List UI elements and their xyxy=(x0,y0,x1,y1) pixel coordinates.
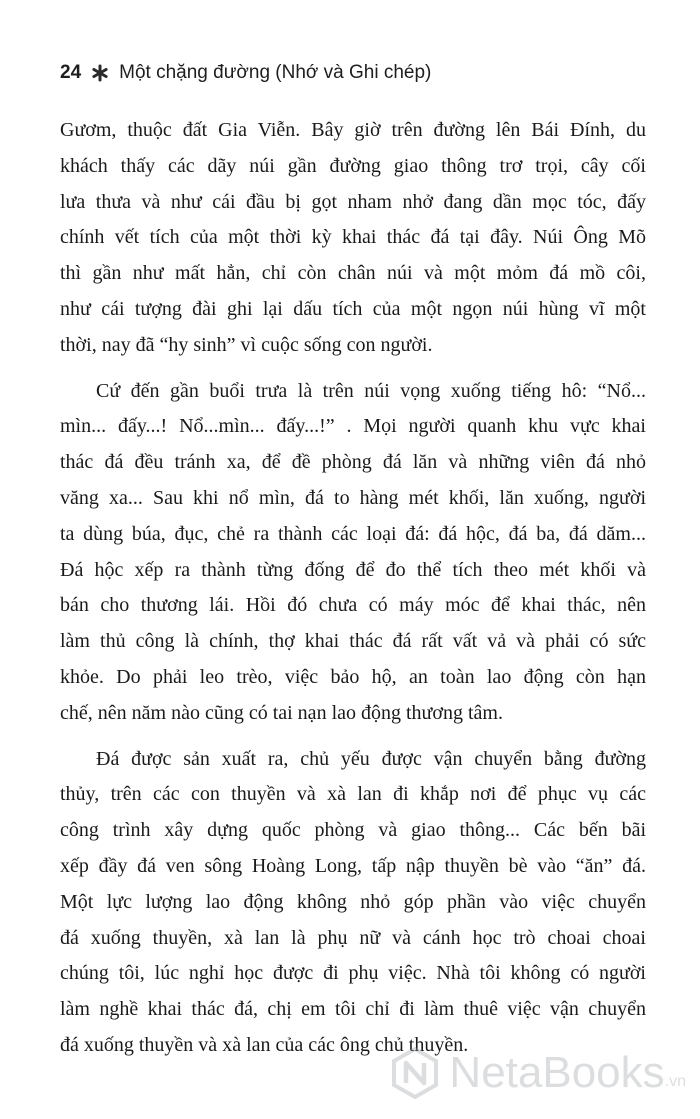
text-line: thì gần như mất hẳn, chỉ còn chân núi và một mỏm đá mồ côi, xyxy=(60,262,646,285)
paragraph-3 xyxy=(60,742,646,1064)
text-line: công trình xây dựng quốc phòng và giao thông... Các bến bãi xyxy=(60,819,646,842)
text-line: làm thủ công là chính, thợ khai thác đá rất vất vả và phải có sức xyxy=(60,630,646,653)
text-line: ta dùng búa, đục, chẻ ra thành các loại đá: đá hộc, đá ba, đá dăm... xyxy=(60,522,646,545)
text-line: bán cho thương lái. Hồi đó chưa có máy móc để khai thác, nên xyxy=(60,594,646,617)
asterisk-icon xyxy=(91,64,109,82)
text-line: khỏe. Do phải leo trèo, việc bảo hộ, an toàn lao động còn hạn xyxy=(60,665,646,688)
text-line: Một lực lượng lao động không nhỏ góp phần vào việc chuyển xyxy=(60,890,646,913)
running-header xyxy=(60,60,431,86)
text-line: chính vết tích của một thời kỳ khai thác đá tại đây. Núi Ông Mõ xyxy=(60,226,646,249)
text-line: như cái tượng đài ghi lại dấu tích của một ngọn núi hùng vĩ một xyxy=(60,297,646,320)
text-line: làm nghề khai thác đá, chị em tôi chỉ đi làm thuê việc vận chuyển xyxy=(60,998,646,1021)
text-line: Đá hộc xếp ra thành từng đống để đo thể tích theo mét khối và xyxy=(60,558,646,581)
text-line: thủy, trên các con thuyền và xà lan đi khắp nơi để phục vụ các xyxy=(60,783,646,806)
text-line: Cứ đến gần buổi trưa là trên núi vọng xuống tiếng hô: “Nổ... xyxy=(96,379,646,402)
paragraph-1 xyxy=(60,113,646,364)
text-line: lưa thưa và như cái đầu bị gọt nham nhở đang dần mọc tóc, đấy xyxy=(60,190,646,213)
text-line: khách thấy các dãy núi gần đường giao thông trơ trọi, cây cối xyxy=(60,154,646,177)
watermark-brand: NetaBooks xyxy=(449,1048,665,1097)
watermark-suffix: .vn xyxy=(664,1073,686,1090)
page-number: 24 xyxy=(60,62,82,83)
text-line: Đá được sản xuất ra, chủ yếu được vận chuyển bằng đường xyxy=(96,747,646,770)
text-line: đá xuống thuyền, xà lan là phụ nữ và cánh học trò choai choai xyxy=(60,926,646,949)
text-line: chúng tôi, lúc nghỉ học được đi phụ việc. Nhà tôi không có người xyxy=(60,962,646,985)
watermark xyxy=(389,1047,686,1099)
text-line: xếp đầy đá ven sông Hoàng Long, tấp nập thuyền bè vào “ăn” đá. xyxy=(60,854,646,877)
text-line: đá xuống thuyền và xà lan của các ông chủ thuyền. xyxy=(60,1033,469,1056)
body-text xyxy=(60,113,646,1064)
text-line: văng xa... Sau khi nổ mìn, đá to hàng mét khối, lăn xuống, người xyxy=(60,486,646,509)
netabooks-logo-icon xyxy=(389,1047,441,1099)
book-title: Một chặng đường (Nhớ và Ghi chép) xyxy=(119,62,432,83)
text-line: thác đá đều tránh xa, để đề phòng đá lăn và những viên đá nhỏ xyxy=(60,451,646,474)
text-line: mìn... đấy...! Nổ...mìn... đấy...!” . Mọi người quanh khu vực khai xyxy=(60,415,646,438)
text-line: chế, nên năm nào cũng có tai nạn lao động thương tâm. xyxy=(60,701,503,724)
paragraph-2 xyxy=(60,374,646,732)
text-line: Gươm, thuộc đất Gia Viễn. Bây giờ trên đường lên Bái Đính, du xyxy=(60,119,646,141)
text-line: thời, nay đã “hy sinh” vì cuộc sống con người. xyxy=(60,333,433,356)
